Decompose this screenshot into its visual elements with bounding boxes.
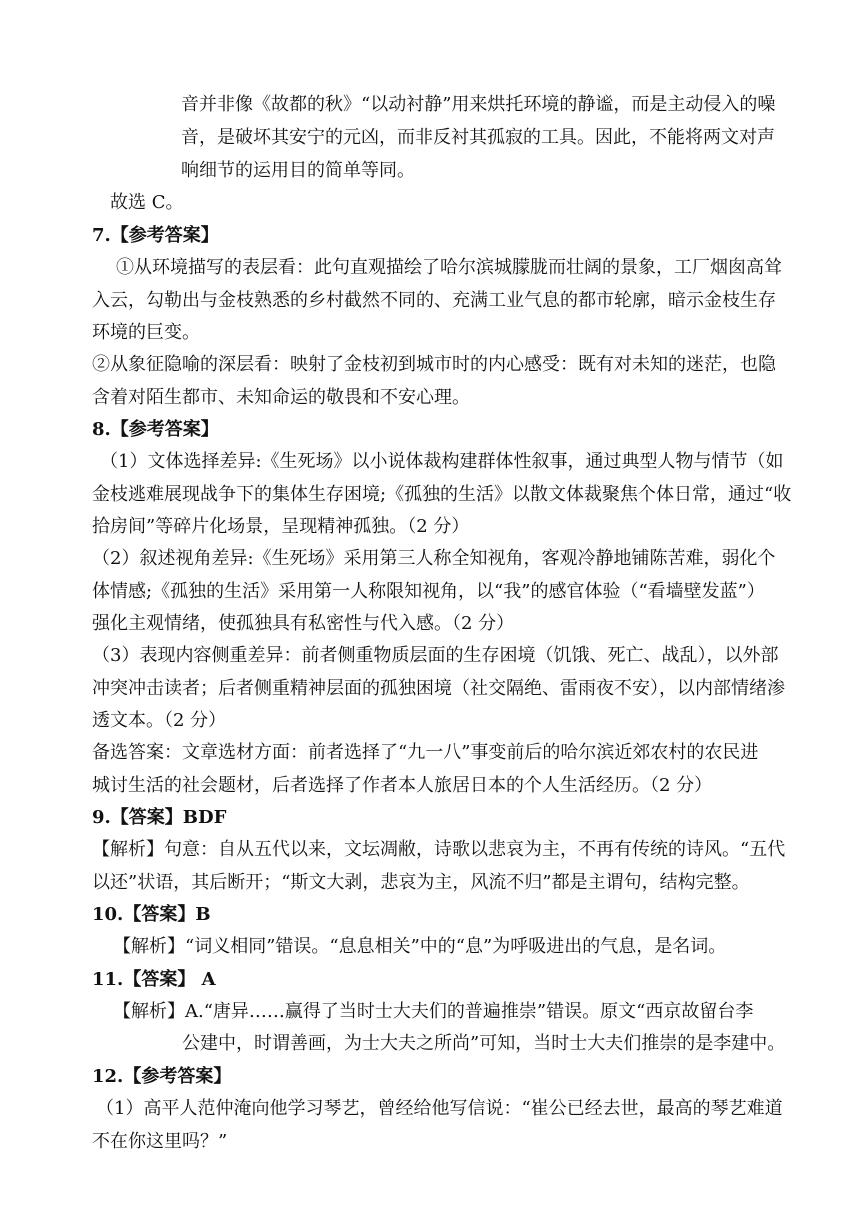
q7-answer-line: ①从环境描写的表层看：此句直观描绘了哈尔滨城朦胧而壮阔的景象，工厂烟囱高耸 [116, 257, 782, 278]
continuation-line: 音，是破坏其安宁的元凶，而非反衬其孤寂的工具。因此，不能将两文对声 [181, 127, 775, 148]
q12-answer-line: 不在你这里吗？” [92, 1131, 228, 1152]
q11-heading: 11.【答案】 A [92, 969, 216, 990]
q8-heading: 8.【参考答案】 [92, 419, 219, 440]
q8-answer-line: 冲突冲击读者；后者侧重精神层面的孤独困境（社交隔绝、雷雨夜不安），以内部情绪渗 [92, 678, 785, 699]
q7-answer-line: 含着对陌生都市、未知命运的敬畏和不安心理。 [92, 387, 470, 408]
q8-answer-line: 强化主观情绪，使孤独具有私密性与代入感。（2 分） [92, 613, 515, 634]
q8-answer-line: 透文本。（2 分） [92, 710, 227, 731]
continuation-line: 响细节的运用目的简单等同。 [181, 160, 415, 181]
q12-answer-line: （1）高平人范仲淹向他学习琴艺，曾经给他写信说：“崔公已经去世，最高的琴艺难道 [96, 1098, 783, 1119]
q8-answer-line: （3）表现内容侧重差异：前者侧重物质层面的生存困境（饥饿、死亡、战乱），以外部 [92, 645, 779, 666]
q8-answer-line: （1）文体选择差异:《生死场》以小说体裁构建群体性叙事，通过典型人物与情节（如 [100, 451, 784, 472]
q12-heading: 12.【参考答案】 [92, 1066, 232, 1087]
q6-choice: 故选 C。 [110, 192, 184, 213]
q10-heading: 10.【答案】B [92, 904, 211, 925]
q7-answer-line: 环境的巨变。 [92, 322, 200, 343]
q8-alt-answer-line: 备选答案：文章选材方面：前者选择了“九一八”事变前后的哈尔滨近郊农村的农民进 [92, 742, 759, 763]
q9-explanation-line: 【解析】句意：自从五代以来，文坛凋敝，诗歌以悲哀为主，不再有传统的诗风。“五代 [92, 839, 786, 860]
q10-explanation: 【解析】“词义相同”错误。“息息相关”中的“息”为呼吸进出的气息，是名词。 [113, 936, 727, 957]
q9-explanation-line: 以还”状语，其后断开；“斯文大剥，悲哀为主，风流不归”都是主谓句，结构完整。 [92, 872, 750, 893]
q8-answer-line: 金枝逃难展现战争下的集体生存困境;《孤独的生活》以散文体裁聚焦个体日常，通过“收 [92, 484, 792, 505]
q7-answer-line: ②从象征隐喻的深层看：映射了金枝初到城市时的内心感受：既有对未知的迷茫，也隐 [92, 354, 776, 375]
q11-explanation-line: 公建中，时谓善画，为士大夫之所尚”可知，当时士大夫们推崇的是李建中。 [182, 1033, 786, 1054]
q8-answer-line: 体情感;《孤独的生活》采用第一人称限知视角，以“我”的感官体验（“看墙壁发蓝”） [92, 581, 765, 602]
q8-answer-line: （2）叙述视角差异:《生死场》采用第三人称全知视角，客观冷静地铺陈苦难，弱化个 [92, 548, 776, 569]
q8-alt-answer-line: 城讨生活的社会题材，后者选择了作者本人旅居日本的个人生活经历。（2 分） [92, 775, 713, 796]
q7-answer-line: 入云，勾勒出与金枝熟悉的乡村截然不同的、充满工业气息的都市轮廓，暗示金枝生存 [92, 290, 776, 311]
continuation-line: 音并非像《故都的秋》“以动衬静”用来烘托环境的静谧，而是主动侵入的噪 [181, 94, 776, 115]
q9-heading: 9.【答案】BDF [92, 807, 227, 828]
q8-answer-line: 拾房间”等碎片化场景，呈现精神孤独。（2 分） [92, 516, 470, 537]
q7-heading: 7.【参考答案】 [92, 225, 219, 246]
q11-explanation-line: 【解析】A.“唐异……赢得了当时士大夫们的普遍推崇”错误。原文“西京故留台李 [113, 1001, 754, 1022]
